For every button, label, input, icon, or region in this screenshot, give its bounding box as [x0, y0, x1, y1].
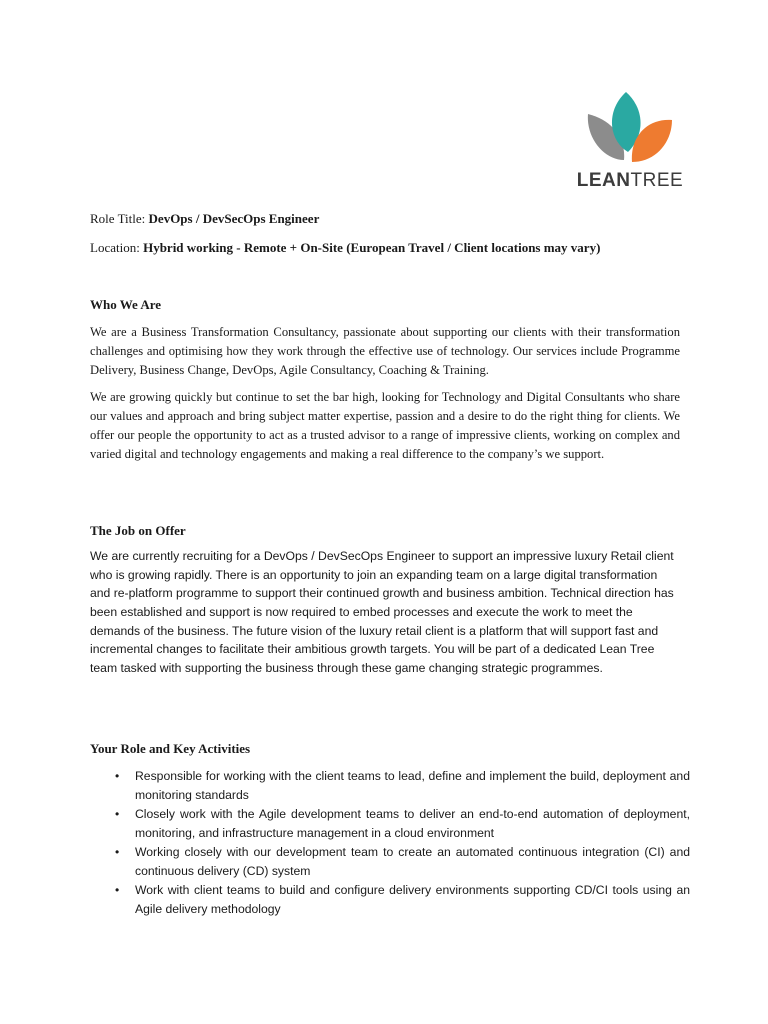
- list-item: • Responsible for working with the client teams to lead, define and implement the build, deployment and monitoring standards: [115, 769, 690, 802]
- role-title-label: Role Title:: [90, 211, 146, 226]
- who-we-are-paragraph-2: We are growing quickly but continue to set the bar high, looking for Technology and Digital Consultants who share our values and approach and bring subject matter expertise, passion and a desire to do the right thing for clients. We offer our people the opportunity to act as a trusted advisor to a range of impressive clients, working on complex and varied digital and technology engagements and making a real difference to the company’s we support.: [90, 389, 680, 461]
- bullet-icon: •: [115, 807, 120, 821]
- role-title-line: [90, 211, 319, 227]
- bullet-icon: •: [115, 883, 120, 897]
- role-activities-heading: Your Role and Key Activities: [90, 741, 251, 756]
- who-we-are-paragraph-1: We are a Business Transformation Consultancy, passionate about supporting our clients with their transformation challenges and optimising how they work through the effective use of technology. Our services include Programme Delivery, Business Change, DevOps, Agile Consultancy, Coaching & Training.: [90, 324, 680, 377]
- leaf-logo-icon: [584, 90, 676, 168]
- location-value: Hybrid working - Remote + On-Site (European Travel / Client locations may vary): [143, 240, 601, 255]
- logo-wordmark: LEANTREE: [576, 170, 684, 191]
- lean-tree-logo: [574, 90, 686, 194]
- job-on-offer-paragraph: We are currently recruiting for a DevOps / DevSecOps Engineer to support an impressive luxury Retail client who is growing rapidly. There is an opportunity to join an expanding team on a large digital transformation and re-platform programme to support their continued growth and business ambition. Technical direction has been established and support is now required to embed processes and execute the work to meet the demands of the business. The future vision of the luxury retail client is a platform that will support fast and incremental changes to facilitate their ambitious growth targets. You will be part of a dedicated Lean Tree team tasked with supporting the business through these game changing strategic programmes.: [90, 549, 674, 675]
- bullet-icon: •: [115, 769, 120, 783]
- bullet-icon: •: [115, 845, 120, 859]
- job-on-offer-heading: The Job on Offer: [90, 523, 186, 538]
- role-activities-list: [90, 767, 690, 919]
- role-title-value: DevOps / DevSecOps Engineer: [148, 211, 320, 226]
- who-we-are-heading: Who We Are: [90, 297, 162, 312]
- list-item: • Work with client teams to build and configure delivery environments supporting CD/CI tools using an Agile delivery methodology: [115, 883, 690, 916]
- location-label: Location:: [90, 240, 140, 255]
- list-item: • Closely work with the Agile development teams to deliver an end-to-end automation of deployment, monitoring, and infrastructure management in a cloud environment: [115, 807, 690, 840]
- list-item: • Working closely with our development team to create an automated continuous integration (CI) and continuous delivery (CD) system: [115, 845, 690, 878]
- location-line: [90, 240, 600, 256]
